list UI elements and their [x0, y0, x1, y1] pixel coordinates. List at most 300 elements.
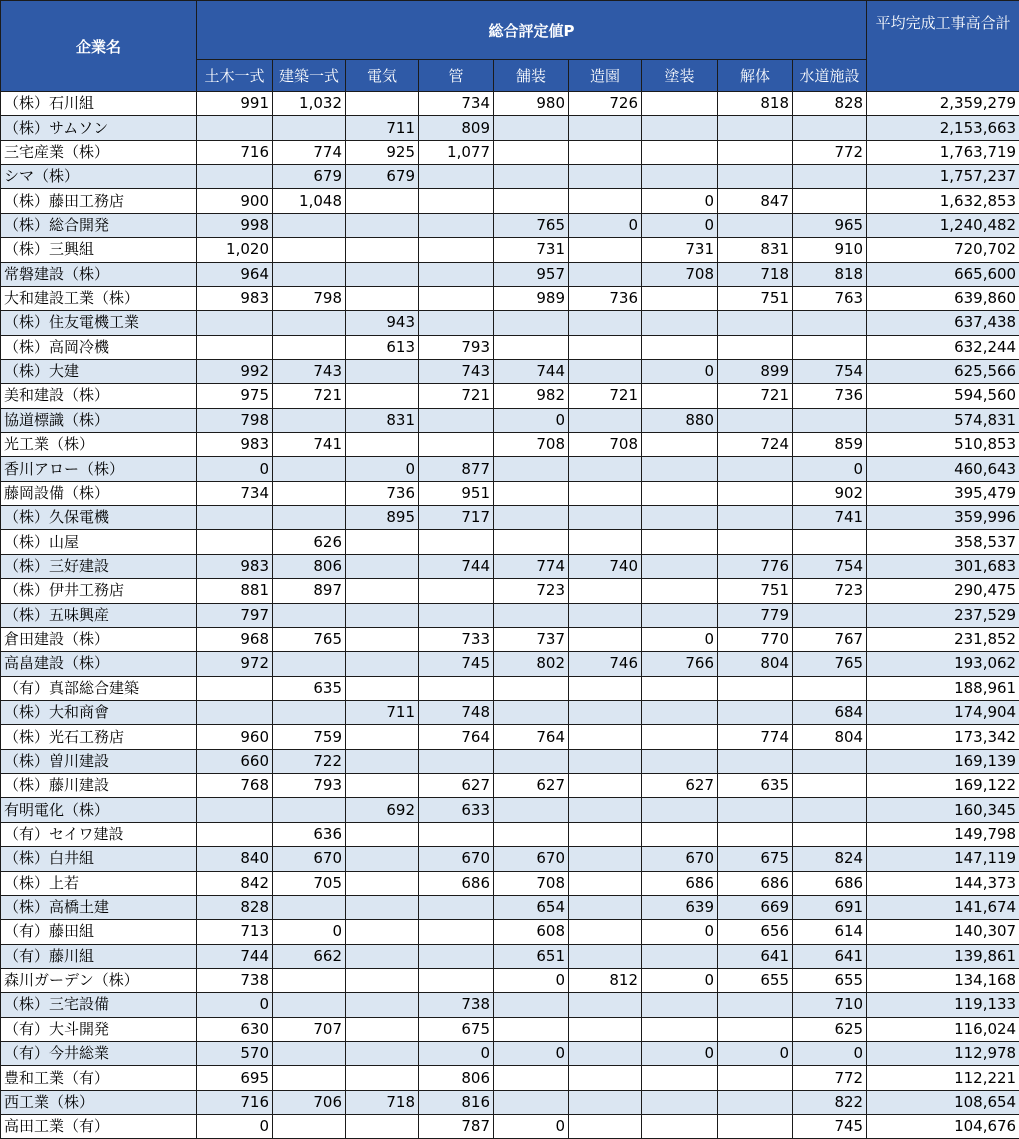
score-cell: 731 [642, 238, 718, 262]
score-cell [419, 238, 494, 262]
score-cell: 828 [197, 895, 273, 919]
score-cell: 881 [197, 579, 273, 603]
average-total-cell: 2,359,279 [867, 92, 1019, 116]
score-cell: 1,048 [273, 189, 346, 213]
score-cell: 675 [718, 847, 793, 871]
score-cell [494, 1017, 569, 1041]
score-cell [273, 700, 346, 724]
score-cell [642, 457, 718, 481]
score-cell: 899 [718, 359, 793, 383]
table-row [1, 822, 1019, 846]
score-cell [419, 311, 494, 335]
average-total-cell: 119,133 [867, 993, 1019, 1017]
score-cell [494, 1090, 569, 1114]
score-cell: 957 [494, 262, 569, 286]
score-cell: 828 [793, 92, 867, 116]
score-cell: 804 [718, 652, 793, 676]
score-cell [569, 993, 642, 1017]
score-cell [718, 165, 793, 189]
company-name-cell: 有明電化（株） [1, 798, 197, 822]
score-cell: 768 [197, 774, 273, 798]
average-total-cell: 665,600 [867, 262, 1019, 286]
score-cell: 965 [793, 213, 867, 237]
score-cell [569, 1090, 642, 1114]
company-name-cell: （株）伊井工務店 [1, 579, 197, 603]
table-row [1, 968, 1019, 992]
score-cell [569, 920, 642, 944]
score-cell [273, 1115, 346, 1139]
score-cell: 736 [346, 481, 419, 505]
table-row [1, 433, 1019, 457]
score-cell: 989 [494, 286, 569, 310]
score-cell [718, 1090, 793, 1114]
score-cell [718, 311, 793, 335]
score-cell: 0 [197, 457, 273, 481]
score-cell [197, 530, 273, 554]
table-row [1, 213, 1019, 237]
score-cell [793, 335, 867, 359]
score-cell: 0 [642, 189, 718, 213]
company-name-cell: （株）上若 [1, 871, 197, 895]
table-row [1, 311, 1019, 335]
score-cell: 766 [642, 652, 718, 676]
score-cell [494, 506, 569, 530]
table-row [1, 798, 1019, 822]
average-total-cell: 169,122 [867, 774, 1019, 798]
score-cell [419, 433, 494, 457]
score-cell: 711 [346, 116, 419, 140]
score-cell: 670 [419, 847, 494, 871]
score-cell [346, 1017, 419, 1041]
average-total-cell: 720,702 [867, 238, 1019, 262]
score-cell: 0 [793, 457, 867, 481]
score-cell [494, 335, 569, 359]
score-cell: 992 [197, 359, 273, 383]
table-row [1, 457, 1019, 481]
score-cell [419, 189, 494, 213]
score-cell: 684 [793, 700, 867, 724]
score-cell [273, 993, 346, 1017]
score-cell [642, 1090, 718, 1114]
score-cell [569, 895, 642, 919]
score-cell: 0 [197, 993, 273, 1017]
score-cell: 740 [569, 554, 642, 578]
average-total-cell: 144,373 [867, 871, 1019, 895]
score-cell [346, 822, 419, 846]
score-cell: 798 [197, 408, 273, 432]
company-name-cell: 香川アロー（株） [1, 457, 197, 481]
score-cell: 635 [718, 774, 793, 798]
score-cell: 670 [273, 847, 346, 871]
score-cell [419, 579, 494, 603]
score-cell [273, 895, 346, 919]
score-cell: 818 [793, 262, 867, 286]
score-cell [346, 774, 419, 798]
score-cell [273, 481, 346, 505]
table-row [1, 408, 1019, 432]
score-cell [419, 676, 494, 700]
score-cell [494, 676, 569, 700]
score-cell [642, 822, 718, 846]
score-cell: 902 [793, 481, 867, 505]
score-cell: 0 [642, 920, 718, 944]
average-total-cell: 1,240,482 [867, 213, 1019, 237]
score-cell: 859 [793, 433, 867, 457]
company-name-cell: （株）高橋土建 [1, 895, 197, 919]
score-cell: 975 [197, 384, 273, 408]
table-row [1, 652, 1019, 676]
score-cell [569, 481, 642, 505]
score-cell: 847 [718, 189, 793, 213]
score-cell [419, 603, 494, 627]
average-total-cell: 637,438 [867, 311, 1019, 335]
score-cell: 991 [197, 92, 273, 116]
category-header: 建築一式 [273, 60, 346, 92]
score-cell [494, 1066, 569, 1090]
company-name-cell: 高畠建設（株） [1, 652, 197, 676]
score-cell [718, 116, 793, 140]
score-cell [273, 1042, 346, 1066]
score-cell: 772 [793, 140, 867, 164]
table-row [1, 700, 1019, 724]
company-name-cell: （株）三好建設 [1, 554, 197, 578]
score-cell [197, 116, 273, 140]
score-cell [346, 189, 419, 213]
average-total-cell: 594,560 [867, 384, 1019, 408]
score-cell: 804 [793, 725, 867, 749]
score-cell: 655 [718, 968, 793, 992]
table-row [1, 481, 1019, 505]
score-cell: 0 [569, 213, 642, 237]
score-cell: 802 [494, 652, 569, 676]
table-row [1, 1090, 1019, 1114]
score-cell [642, 603, 718, 627]
score-cell [346, 262, 419, 286]
score-cell [642, 1115, 718, 1139]
average-total-cell: 1,763,719 [867, 140, 1019, 164]
score-cell [346, 1042, 419, 1066]
score-cell: 818 [718, 92, 793, 116]
score-cell: 951 [419, 481, 494, 505]
score-cell [642, 700, 718, 724]
score-cell: 641 [718, 944, 793, 968]
table-row [1, 993, 1019, 1017]
average-total-cell: 141,674 [867, 895, 1019, 919]
table-row [1, 335, 1019, 359]
average-total-cell: 639,860 [867, 286, 1019, 310]
score-cell [494, 481, 569, 505]
score-cell [346, 725, 419, 749]
score-cell [494, 798, 569, 822]
table-row [1, 944, 1019, 968]
table-row [1, 165, 1019, 189]
score-cell: 737 [494, 627, 569, 651]
score-cell: 630 [197, 1017, 273, 1041]
score-cell: 726 [569, 92, 642, 116]
company-name-cell: （有）セイワ建設 [1, 822, 197, 846]
score-cell [273, 116, 346, 140]
company-name-cell: 協道標識（株） [1, 408, 197, 432]
score-cell: 745 [793, 1115, 867, 1139]
company-name-cell: 美和建設（株） [1, 384, 197, 408]
score-cell: 1,032 [273, 92, 346, 116]
score-cell [346, 749, 419, 773]
average-total-cell: 359,996 [867, 506, 1019, 530]
score-cell: 0 [642, 968, 718, 992]
score-cell: 982 [494, 384, 569, 408]
average-total-cell: 1,632,853 [867, 189, 1019, 213]
score-cell [569, 506, 642, 530]
score-cell: 968 [197, 627, 273, 651]
score-cell [419, 262, 494, 286]
score-cell: 639 [642, 895, 718, 919]
score-cell [642, 140, 718, 164]
score-cell [718, 798, 793, 822]
score-cell [718, 408, 793, 432]
score-cell [346, 384, 419, 408]
score-cell: 614 [793, 920, 867, 944]
score-cell: 695 [197, 1066, 273, 1090]
category-header: 解体 [718, 60, 793, 92]
score-cell: 745 [419, 652, 494, 676]
average-total-cell: 169,139 [867, 749, 1019, 773]
score-cell [494, 700, 569, 724]
score-cell: 806 [419, 1066, 494, 1090]
table-row [1, 286, 1019, 310]
score-cell: 660 [197, 749, 273, 773]
score-cell: 708 [494, 433, 569, 457]
score-cell [346, 530, 419, 554]
company-name-cell: （有）真部総合建築 [1, 676, 197, 700]
score-cell [419, 286, 494, 310]
score-cell [346, 993, 419, 1017]
score-cell: 625 [793, 1017, 867, 1041]
score-cell [718, 481, 793, 505]
score-cell: 776 [718, 554, 793, 578]
score-cell: 717 [419, 506, 494, 530]
score-cell [569, 725, 642, 749]
score-cell: 626 [273, 530, 346, 554]
score-cell [346, 92, 419, 116]
average-total-cell: 193,062 [867, 652, 1019, 676]
company-name-cell: 高田工業（有） [1, 1115, 197, 1139]
score-cell: 741 [273, 433, 346, 457]
score-cell: 779 [718, 603, 793, 627]
score-cell [197, 676, 273, 700]
score-cell: 692 [346, 798, 419, 822]
score-cell: 733 [419, 627, 494, 651]
table-row [1, 603, 1019, 627]
score-cell [494, 993, 569, 1017]
score-cell: 734 [197, 481, 273, 505]
company-name-cell: （株）大和商會 [1, 700, 197, 724]
score-cell: 708 [569, 433, 642, 457]
score-cell: 983 [197, 554, 273, 578]
score-cell: 675 [419, 1017, 494, 1041]
score-cell: 608 [494, 920, 569, 944]
company-name-cell: （株）高岡冷機 [1, 335, 197, 359]
table-row [1, 749, 1019, 773]
table-row [1, 920, 1019, 944]
total-score-p-header: 総合評定値P [197, 1, 867, 60]
score-cell [494, 140, 569, 164]
score-cell [197, 165, 273, 189]
average-total-cell: 174,904 [867, 700, 1019, 724]
score-cell [197, 798, 273, 822]
average-total-cell: 231,852 [867, 627, 1019, 651]
score-cell: 770 [718, 627, 793, 651]
average-total-cell: 1,757,237 [867, 165, 1019, 189]
score-cell [346, 1115, 419, 1139]
score-cell [642, 335, 718, 359]
score-cell: 713 [197, 920, 273, 944]
table-row [1, 530, 1019, 554]
score-cell [569, 359, 642, 383]
score-cell [718, 1017, 793, 1041]
score-cell [569, 579, 642, 603]
category-header: 土木一式 [197, 60, 273, 92]
score-cell: 754 [793, 359, 867, 383]
score-cell [718, 457, 793, 481]
score-cell [718, 700, 793, 724]
average-total-cell: 358,537 [867, 530, 1019, 554]
category-header: 造園 [569, 60, 642, 92]
score-cell [419, 895, 494, 919]
company-name-cell: （株）住友電機工業 [1, 311, 197, 335]
score-cell: 751 [718, 286, 793, 310]
score-cell [569, 798, 642, 822]
score-cell [197, 506, 273, 530]
score-cell [569, 847, 642, 871]
score-cell: 897 [273, 579, 346, 603]
company-name-cell: （株）総合開発 [1, 213, 197, 237]
score-cell [718, 822, 793, 846]
score-cell: 0 [642, 1042, 718, 1066]
score-cell [346, 1066, 419, 1090]
category-header: 水道施設 [793, 60, 867, 92]
score-cell: 636 [273, 822, 346, 846]
score-cell: 772 [793, 1066, 867, 1090]
score-cell [494, 189, 569, 213]
score-cell [419, 530, 494, 554]
table-row [1, 189, 1019, 213]
score-cell: 706 [273, 1090, 346, 1114]
score-cell: 765 [494, 213, 569, 237]
table-row [1, 1017, 1019, 1041]
score-cell: 877 [419, 457, 494, 481]
score-cell [793, 116, 867, 140]
score-cell [494, 311, 569, 335]
score-cell: 718 [346, 1090, 419, 1114]
score-cell [793, 189, 867, 213]
company-name-cell: （株）光石工務店 [1, 725, 197, 749]
table-header [1, 1, 1019, 92]
score-cell: 0 [718, 1042, 793, 1066]
score-cell [793, 408, 867, 432]
score-cell [569, 116, 642, 140]
score-cell [642, 165, 718, 189]
category-header: 管 [419, 60, 494, 92]
score-cell [419, 749, 494, 773]
score-cell [419, 213, 494, 237]
score-cell: 708 [494, 871, 569, 895]
score-cell [718, 676, 793, 700]
score-cell: 764 [419, 725, 494, 749]
average-total-cell: 139,861 [867, 944, 1019, 968]
average-total-cell: 173,342 [867, 725, 1019, 749]
score-cell [346, 871, 419, 895]
score-cell [346, 676, 419, 700]
table-row [1, 116, 1019, 140]
score-cell: 679 [273, 165, 346, 189]
score-cell [419, 920, 494, 944]
score-cell [569, 1042, 642, 1066]
score-cell [569, 457, 642, 481]
score-cell [346, 920, 419, 944]
score-cell: 635 [273, 676, 346, 700]
score-cell [273, 457, 346, 481]
table-row [1, 725, 1019, 749]
score-cell [718, 140, 793, 164]
company-name-cell: 豊和工業（有） [1, 1066, 197, 1090]
score-cell [346, 554, 419, 578]
score-cell: 705 [273, 871, 346, 895]
table-row [1, 262, 1019, 286]
score-cell: 731 [494, 238, 569, 262]
table-body [1, 92, 1019, 1139]
score-cell [419, 408, 494, 432]
score-cell: 798 [273, 286, 346, 310]
score-cell: 774 [273, 140, 346, 164]
average-total-cell: 510,853 [867, 433, 1019, 457]
score-cell: 824 [793, 847, 867, 871]
score-cell [494, 457, 569, 481]
score-cell: 767 [793, 627, 867, 651]
score-cell: 744 [419, 554, 494, 578]
average-total-cell: 104,676 [867, 1115, 1019, 1139]
score-cell: 746 [569, 652, 642, 676]
score-cell: 0 [793, 1042, 867, 1066]
company-name-cell: （株）五味興産 [1, 603, 197, 627]
average-total-cell: 160,345 [867, 798, 1019, 822]
score-cell [346, 286, 419, 310]
score-cell [569, 700, 642, 724]
score-cell: 983 [197, 433, 273, 457]
score-cell: 718 [718, 262, 793, 286]
table-row [1, 92, 1019, 116]
score-cell [419, 822, 494, 846]
score-cell: 895 [346, 506, 419, 530]
score-cell [718, 335, 793, 359]
average-total-cell: 149,798 [867, 822, 1019, 846]
score-cell [642, 286, 718, 310]
table-row [1, 579, 1019, 603]
table-row [1, 238, 1019, 262]
score-cell: 691 [793, 895, 867, 919]
score-cell [793, 749, 867, 773]
score-cell [569, 774, 642, 798]
score-cell: 0 [642, 359, 718, 383]
score-cell [346, 238, 419, 262]
score-cell: 822 [793, 1090, 867, 1114]
average-total-cell: 140,307 [867, 920, 1019, 944]
score-cell: 925 [346, 140, 419, 164]
score-cell [273, 506, 346, 530]
company-name-cell: （株）三興組 [1, 238, 197, 262]
score-cell [569, 408, 642, 432]
company-name-cell: 藤岡設備（株） [1, 481, 197, 505]
score-cell: 816 [419, 1090, 494, 1114]
